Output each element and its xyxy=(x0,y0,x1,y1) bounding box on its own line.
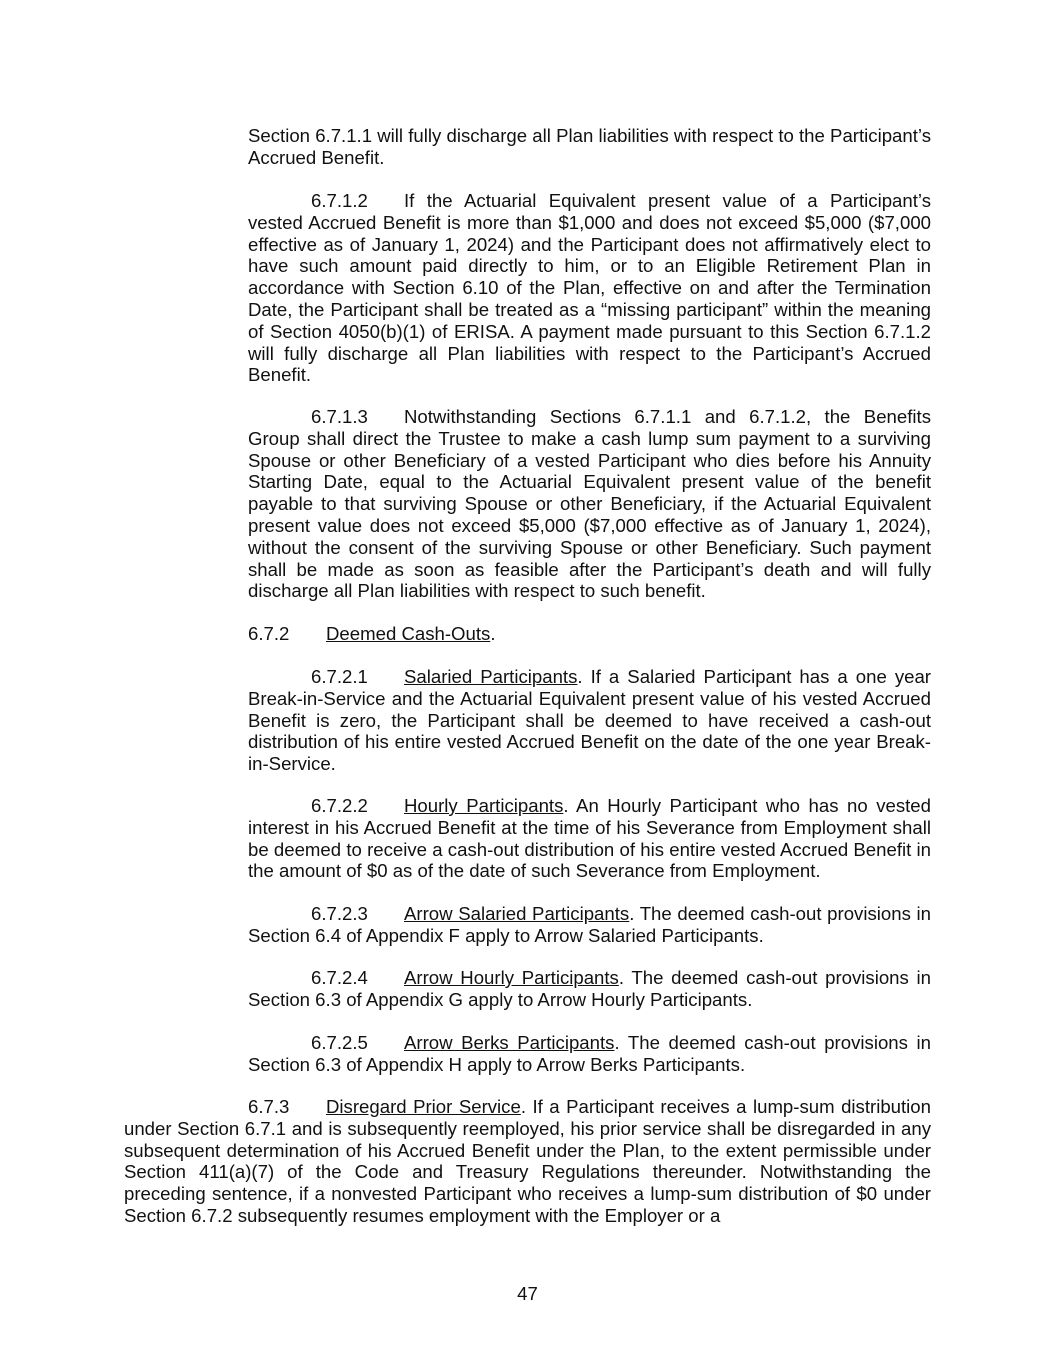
section-6-7-2-3 xyxy=(248,903,931,947)
section-text: If the Actuarial Equivalent present value of a Participant’s vested Accrued Benefit is more than $1,000 and does not exceed $5,000 ($7,000 effective as of January 1, 2024) and the Participant does not affirmatively elect to have such amount paid directly to him, or to an Eligible Retirement Plan in accordance with Section 6.10 of the Plan, effective on and after the Termination Date, the Participant shall be treated as a “missing participant” within the meaning of Section 4050(b)(1) of ERISA. A payment made pursuant to this Section 6.7.1.2 will fully discharge all Plan liabilities with respect to the Participant’s Accrued Benefit. xyxy=(248,190,931,386)
section-text: . The deemed cash-out provisions in Section 6.3 of Appendix G apply to Arrow Hourly Participants. xyxy=(248,967,931,1010)
section-6-7-1-2 xyxy=(248,190,931,386)
section-number: 6.7.1.2 xyxy=(311,190,368,211)
page-number: 47 xyxy=(517,1283,538,1304)
section-text: . If a Participant receives a lump-sum distribution under Section 6.7.1 and is subsequently reemployed, his prior service shall be disregarded in any subsequent determination of his Accrued Benefit under the Plan, to the extent permissible under Section 411(a)(7) of the Code and Treasury Regulations thereunder. Notwithstanding the preceding sentence, if a nonvested Participant who receives a lump-sum distribution of $0 under Section 6.7.2 subsequently resumes employment with the Employer or a xyxy=(124,1096,931,1226)
section-heading: Hourly Participants xyxy=(404,795,564,816)
paragraph-text: Section 6.7.1.1 will fully discharge all Plan liabilities with respect to the Participant’s Accrued Benefit. xyxy=(248,125,931,168)
section-heading: Deemed Cash-Outs xyxy=(326,623,491,644)
section-heading: Salaried Participants xyxy=(404,666,578,687)
section-number: 6.7.2 xyxy=(248,623,290,644)
section-6-7-2-5 xyxy=(248,1032,931,1076)
section-text: . The deemed cash-out provisions in Section 6.3 of Appendix H apply to Arrow Berks Participants. xyxy=(248,1032,932,1075)
section-6-7-2-4 xyxy=(248,967,931,1011)
section-text: . An Hourly Participant who has no vested interest in his Accrued Benefit at the time of his Severance from Employment shall be deemed to receive a cash-out distribution of his entire vested Accrued Benefit in the amount of $0 as of the date of such Severance from Employment. xyxy=(248,795,931,882)
section-number: 6.7.2.2 xyxy=(311,795,368,816)
section-6-7-2-1 xyxy=(248,666,931,775)
section-heading: Arrow Hourly Participants xyxy=(404,967,619,988)
section-6-7-1-3 xyxy=(248,406,931,602)
section-text: Notwithstanding Sections 6.7.1.1 and 6.7.1.2, the Benefits Group shall direct the Trustee to make a cash lump sum payment to a surviving Spouse or other Beneficiary of a vested Participant who dies before his Annuity Starting Date, equal to the Actuarial Equivalent present value of the benefit payable to that surviving Spouse or other Beneficiary, if the Actuarial Equivalent present value does not exceed $5,000 ($7,000 effective as of January 1, 2024), without the consent of the surviving Spouse or other Beneficiary. Such payment shall be made as soon as feasible after the Participant’s death and will fully discharge all Plan liabilities with respect to such benefit. xyxy=(248,406,931,602)
section-number: 6.7.3 xyxy=(248,1096,290,1117)
paragraph-continuation xyxy=(248,125,931,169)
section-number: 6.7.2.1 xyxy=(311,666,368,687)
section-number: 6.7.2.5 xyxy=(311,1032,368,1053)
section-6-7-2-2 xyxy=(248,795,931,882)
section-heading: Arrow Salaried Participants xyxy=(404,903,630,924)
section-number: 6.7.1.3 xyxy=(311,406,368,427)
section-text: . If a Salaried Participant has a one year Break-in-Service and the Actuarial Equivalent present value of his vested Accrued Benefit is zero, the Participant shall be deemed to have received a cash-out distribution of his entire vested Accrued Benefit on the date of the one year Break-in-Service. xyxy=(248,666,931,775)
section-text: . The deemed cash-out provisions in Section 6.4 of Appendix F apply to Arrow Salaried Participants. xyxy=(248,903,931,946)
section-number: 6.7.2.3 xyxy=(311,903,368,924)
section-heading-end: . xyxy=(490,623,496,644)
section-6-7-3 xyxy=(124,1096,931,1227)
section-number: 6.7.2.4 xyxy=(311,967,368,988)
section-heading: Arrow Berks Participants xyxy=(404,1032,615,1053)
section-heading: Disregard Prior Service xyxy=(326,1096,521,1117)
section-6-7-2 xyxy=(248,623,931,645)
